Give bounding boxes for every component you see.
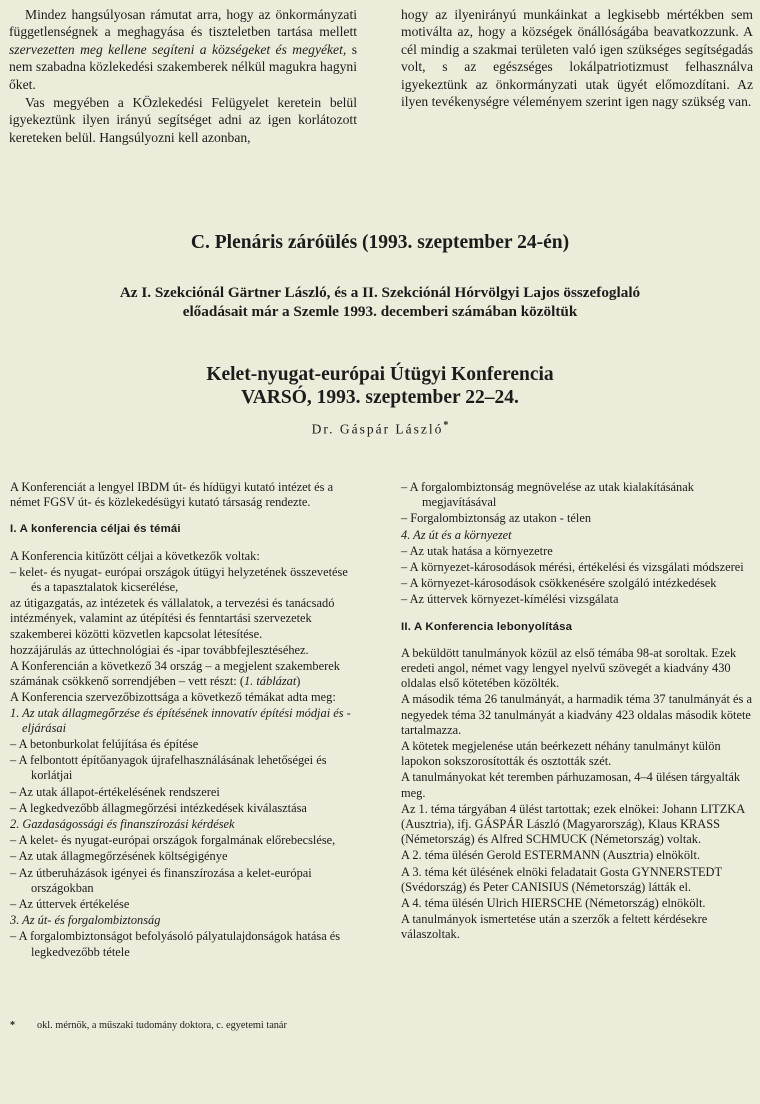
paragraph: A 4. téma ülésén Ulrich HIERSCHE (Németország) elnökölt. [401,896,706,911]
paragraph: hozzájárulás az úttechnológiai és -ipar továbbfejlesztéséhez. [10,642,309,657]
paragraph: A 3. téma két ülésének elnöki feladatait Gosta GYNNERSTEDT (Svédország) és Peter CANISIUS (Németország) látták el. [401,864,722,894]
subheading-line: előadásait már a Szemle 1993. decemberi számában közöltük [182,303,578,320]
emphasis: szervezetten meg kellene segíteni a községeket és megyéket, [9,41,347,57]
topic-list [401,480,753,608]
bottom-left-column [10,480,360,960]
list-item: – A betonburkolat felújítása és építése [10,737,199,752]
article-title-line: VARSÓ, 1993. szeptember 22–24. [241,387,519,408]
footnote-marker: * [10,1020,16,1031]
paragraph: A tanulmányokat két teremben párhuzamosan, 4–4 ülésen tárgyalták meg. [401,770,741,800]
footnote-text: okl. mérnök, a műszaki tudomány doktora, c. egyetemi tanár [37,1020,287,1031]
paragraph: A Konferencia kitűzött céljai a következők voltak: [10,548,260,563]
bottom-right-column [401,480,753,943]
paragraph: Vas megyében a KÖzlekedési Felügyelet keretein belül igyekeztünk ilyen irányú segítséget adni az igen korlátozott kereteken belül. Hangsúlyozni kell azonban, [9,95,357,145]
section-subheading [0,283,760,321]
author-line [0,420,760,438]
paragraph [9,6,357,93]
list-item: – A legkedvezőbb állagmegőrzési intézkedések kiválasztása [10,800,307,815]
top-left-column [9,6,357,146]
paragraph: A tanulmányok ismertetése után a szerzők a feltett kérdésekre válaszoltak. [401,912,708,942]
topic-list [10,706,360,960]
paragraph: Az 1. téma tárgyában 4 ülést tartottak; ezek elnökei: Johann LITZKA (Ausztria), ifj. GÁSPÁR László (Magyarország), Klaus KRASS (Németország) és Alfred SCHMUCK (Németország) voltak. [401,801,745,847]
footnote [10,1020,360,1031]
paragraph: A beküldött tanulmányok közül az első témába 98-at soroltak. Ezek eredeti angol, német vagy lengyel nyelvű szövegét a kiadvány 430 oldalas első kötetében közölték. [401,645,737,691]
paragraph: A második téma 26 tanulmányát, a harmadik téma 37 tanulmányát és a negyedek téma 32 tanulmányát a kiadvány 423 oldalas második kötete tartalmazza. [401,692,752,737]
text: s nem szabadna közlekedési szakemberek nélkül magukra hagyni őket. [9,41,357,92]
list-item: – kelet- és nyugat- európai országok útügyi helyzetének összevetése és a tapasztalatok kicserélése, [10,564,348,595]
footnote-marker: * [443,420,449,431]
list-item: – A környezet-károsodások csökkenésére szolgáló intézkedések [401,576,717,591]
list-item: – A forgalombiztonság megnövelése az utak kialakításának megjavításával [401,480,694,510]
section-heading-2: II. A Konferencia lebonyolítása [401,620,573,633]
paragraph [10,659,360,689]
topic-heading: 2. Gazdaságossági és finanszírozási kérdések [10,817,235,832]
list-item: – Az úttervek környezet-kímélési vizsgálata [401,592,619,607]
list-item: – A környezet-károsodások mérési, értékelési és vizsgálati módszerei [401,560,744,575]
topic-heading: 3. Az út- és forgalombiztonság [10,913,161,928]
subheading-line: Az I. Szekciónál Gärtner László, és a II. Szekciónál Hórvölgyi Lajos összefoglaló [119,284,641,301]
list-item: – A forgalombiztonságot befolyásoló pályatulajdonságok hatása és legkedvezőbb tétele [10,929,341,959]
text: ) [296,674,301,689]
paragraph-group [401,646,753,943]
author-name: Dr. Gáspár László [311,421,444,437]
list-item: – A felbontott építőanyagok újrafelhasználásának lehetőségei és korlátjai [10,753,327,783]
top-right-column [401,6,753,110]
list-item: – Az útberuházások igényei és finanszírozása a kelet-európai országokban [10,865,312,895]
list-item: – Az úttervek értékelése [10,897,130,912]
article-title [0,363,760,409]
paragraph: az útigazgatás, az intézetek és vállalatok, a tervezési és tanácsadó intézmények, valamint az útépítési és fenntartási szervezetek szakemberei közötti közvetlen kapcsolat létesítése. [10,596,335,641]
list-item: – Az utak állagmegőrzésének költségigénye [10,849,228,864]
paragraph: A 2. téma ülésén Gerold ESTERMANN (Ausztria) elnökölt. [401,848,701,863]
section-heading-1: I. A konferencia céljai és témái [10,523,181,536]
topic-heading: 1. Az utak állagmegőrzése és építésének innovatív építési módjai és -eljárásai [10,705,351,735]
list-item: – A kelet- és nyugat-európai országok forgalmának előrebecslése, [10,833,336,848]
intro-paragraph: A Konferenciát a lengyel IBDM út- és hídügyi kutató intézet és a német FGSV út- és közlekedésügyi kutató társaság rendezte. [10,480,334,510]
list-item: – Az utak hatása a környezetre [401,543,553,558]
paragraph: A kötetek megjelenése után beérkezett néhány tanulmányt külön lapokon sokszorosították és osztották szét. [401,739,721,769]
article-title-line: Kelet-nyugat-európai Útügyi Konferencia [206,364,554,385]
topic-heading: 4. Az út és a környezet [401,527,512,542]
section-heading-c: C. Plenáris záróülés (1993. szeptember 24-én) [190,232,570,253]
list-item: – Az utak állapot-értékelésének rendszerei [10,784,220,799]
paragraph: hogy az ilyenirányú munkáinkat a legkisebb mértékben sem motiválta az, hogy a községek önállóságába beavatkozzunk. A cél mindig a szakmai területen való igen szükséges segítségadás volt, s az egészséges lokálpatriotizmust felhasználva igyekeztünk az önkormányzati utak ügyét előmozdítani. Az ilyen tevékenységre véleményem szerint igen nagy szükség van. [401,7,753,110]
list-item: – Forgalombiztonság az utakon - télen [401,511,592,526]
table-reference: 1. táblázat [243,674,297,689]
text: Mindez hangsúlyosan rámutat arra, hogy az önkormányzati függetlenségnek a meghagyása és tiszteletben tartása mellett [9,7,357,40]
text: A Konferencián a következő 34 ország – a megjelent szakemberek számának csökkenő sorrendjében – vett részt: ( [10,659,340,689]
paragraph: A Konferencia szervezőbizottsága a következő témákat adta meg: [10,690,336,705]
